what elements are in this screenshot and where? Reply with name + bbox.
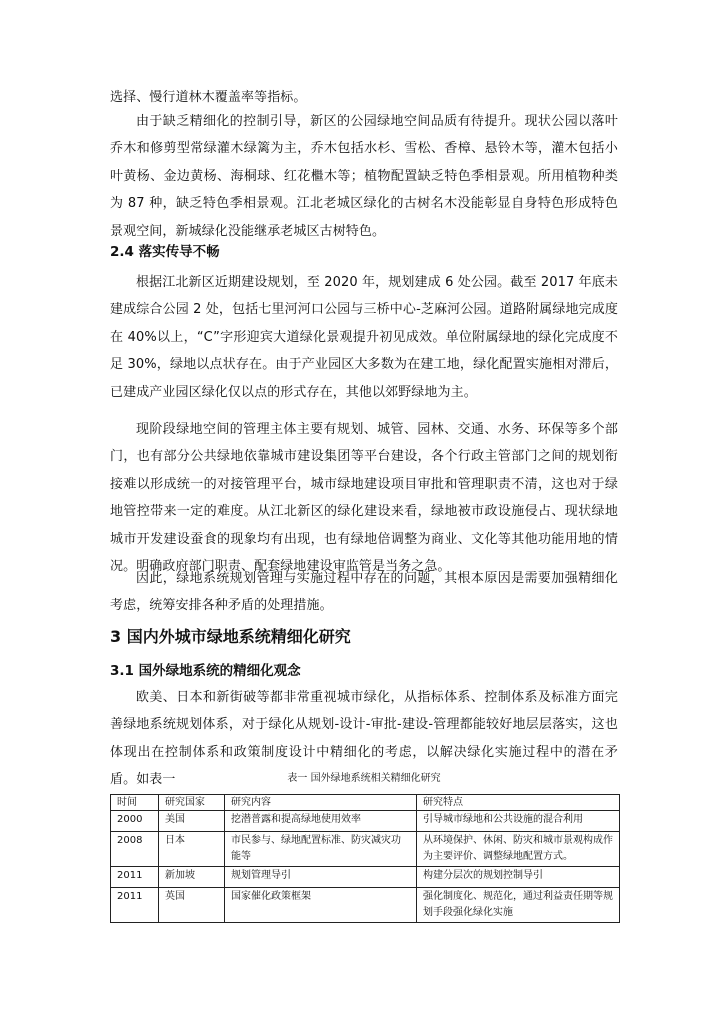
paragraph-text: 选择、慢行道林木覆盖率等指标。 — [110, 90, 307, 105]
table-header-row — [111, 795, 620, 811]
cell-content: 规划管理导引 — [225, 867, 417, 888]
cell-features: 从环境保护、休闲、防灾和城市景观构成作为主要评价、调整绿地配置方式。 — [417, 832, 620, 867]
cell-time: 2011 — [111, 867, 159, 888]
section-heading-3-1: 3.1 国外绿地系统的精细化观念 — [110, 663, 301, 679]
cell-features: 引导城市绿地和公共设施的混合利用 — [417, 811, 620, 832]
cell-country: 美国 — [159, 811, 225, 832]
table-row — [111, 832, 620, 867]
cell-time: 2011 — [111, 888, 159, 923]
header-time: 时间 — [111, 795, 159, 811]
paragraph-text: 欧美、日本和新街破等都非常重视城市绿化，从指标体系、控制体系及标准方面完善绿地系统规划体系，对于绿化从规划-设计-审批-建设-管理都能较好地层层落实，这也体现出在控制体系和政策制度设计中精细化的考虑，以解决绿化实施过程中的潜在矛盾。如表一 — [110, 690, 618, 788]
cell-features: 强化制度化、规范化，通过利益责任期等规划手段强化绿化实施 — [417, 888, 620, 923]
paragraph-text: 根据江北新区近期建设规划，至 2020 年，规划建成 6 处公园。截至 2017 年底未建成综合公园 2 处，包括七里河河口公园与三桥中心-芝麻河公园。道路附属绿地完成度在 40%以上，“C”字形迎宾大道绿化景观提升初见成效。单位附属绿地的绿化完成度不足 30%，绿地以点状存在。由于产业园区大多数为在建工地，绿化配置实施相对滞后，已建成产业园区绿化仅以点的形式存在，其他以郊野绿地为主。 — [110, 275, 618, 400]
paragraph-greenspace-quality — [110, 108, 618, 245]
table-row — [111, 888, 620, 923]
section-heading-3: 3 国内外城市绿地系统精细化研究 — [110, 627, 351, 646]
cell-features: 构建分层次的规划控制导引 — [417, 867, 620, 888]
paragraph-planning-progress — [110, 269, 618, 406]
cell-content: 国家催化政策框架 — [225, 888, 417, 923]
paragraph-conclusion — [110, 565, 618, 620]
table-caption: 表一 国外绿地系统相关精细化研究 — [287, 773, 441, 784]
paragraph-text: 现阶段绿地空间的管理主体主要有规划、城管、园林、交通、水务、环保等多个部门，也有部分公共绿地依靠城市建设集团等平台建设，各个行政主管部门之间的规划衔接难以形成统一的对接管理平台，城市绿地建设项目审批和管理职责不清，这也对于绿地管控带来一定的难度。从江北新区的绿化建设来看，绿地被市政设施侵占、现状绿地城市开发建设蚕食的现象均有出现，也有绿地倍调整为商业、文化等其他功能用地的情况。明确政府部门职责、配套绿地建设审监管是当务之急。 — [110, 422, 618, 575]
cell-content: 挖潜普露和提高绿地使用效率 — [225, 811, 417, 832]
header-content: 研究内容 — [225, 795, 417, 811]
paragraph-text: 由于缺乏精细化的控制引导，新区的公园绿地空间品质有待提升。现状公园以落叶乔木和修剪型常绿灌木绿篱为主，乔木包括水杉、雪松、香樟、悬铃木等，灌木包括小叶黄杨、金边黄杨、海桐球、红花檵木等；植物配置缺乏特色季相景观。所用植物种类为 87 种，缺乏特色季相景观。江北老城区绿化的古树名木没能彰显自身特色形成特色景观空间，新城绿化没能继承老城区古树特色。 — [110, 114, 618, 239]
paragraph-text: 因此，绿地系统规划管理与实施过程中存在的问题，其根本原因是需要加强精细化考虑，统筹安排各种矛盾的处理措施。 — [110, 571, 618, 614]
cell-country: 新加坡 — [159, 867, 225, 888]
research-table — [110, 794, 620, 923]
cell-content: 市民参与、绿地配置标准、防灾减灾功能等 — [225, 832, 417, 867]
table-row — [111, 867, 620, 888]
cell-time: 2008 — [111, 832, 159, 867]
cell-country: 英国 — [159, 888, 225, 923]
header-country: 研究国家 — [159, 795, 225, 811]
cell-country: 日本 — [159, 832, 225, 867]
section-heading-2-4: 2.4 落实传导不畅 — [110, 244, 220, 260]
cell-time: 2000 — [111, 811, 159, 832]
paragraph-management — [110, 416, 618, 580]
header-features: 研究特点 — [417, 795, 620, 811]
table-row — [111, 811, 620, 832]
